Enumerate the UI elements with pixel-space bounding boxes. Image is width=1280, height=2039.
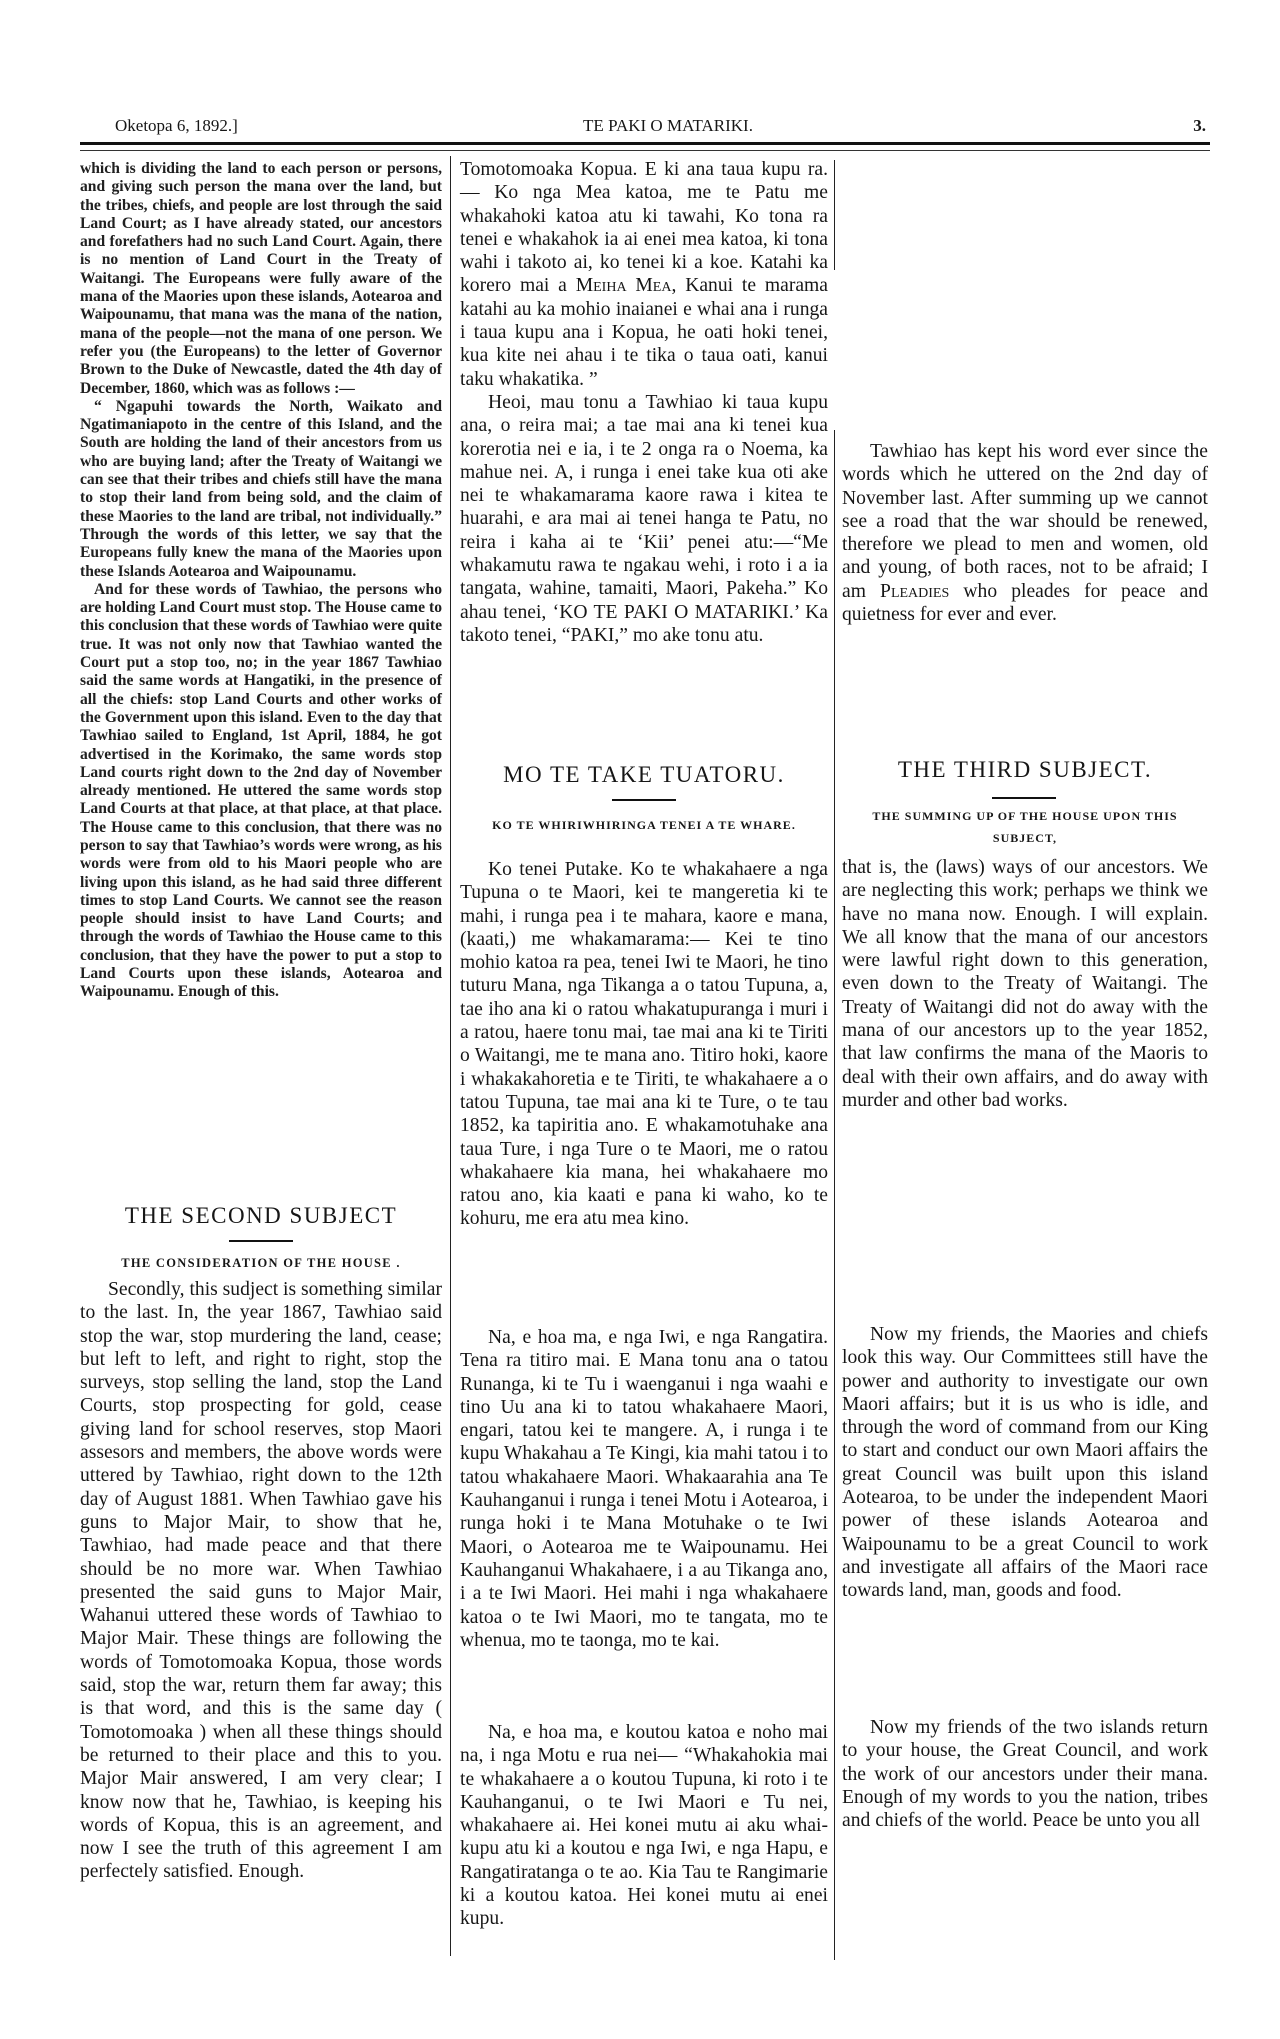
paragraph: Now my friends of the two islands return to your house, the Great Council, and work the work of our ancestors under their mana. Enough of my words to you the nation, tribes and chiefs of the world. Peace be unto you all (842, 1717, 1208, 1832)
third-subject-english-article (842, 856, 1208, 1112)
section-subheading: THE CONSIDERATION OF THE HOUSE . (121, 1256, 401, 1270)
section-subheading: KO TE WHIRIWHIRINGA TENEI A TE WHARE. (492, 818, 796, 832)
header-rule (80, 142, 1210, 145)
paragraph (842, 440, 1208, 626)
person-name: Pleadies (880, 580, 950, 602)
paragraph: And for these words of Tawhiao, the persons who are holding Land Court must stop. The House came to this conclusion that these words of Tawhiao were quite true. It was not only now that Tawhiao wanted the Court put a stop too, no; in the year 1867 Tawhiao said the same words at Hangatiki, in the presence of all the chiefs: stop Land Courts and other works of the Government upon this island. Even to the day that Tawhiao sailed to England, 1st April, 1884, he got advertised in the Korimako, the same words stop Land courts right down to the 2nd day of November already mentioned. He uttered the same words stop Land Courts at that place, at that place, at that place. The House came to this conclusion, that there was no person to say that Tawhiao’s words were wrong, as his words were from old to his Maori people who are living upon this island, as he had said three different times to stop Land Courts. We cannot see the reason people should insist to have Land Courts; and through the words of Tawhiao the House came to this conclusion, that they have the power to put a stop to Land Courts upon these islands, Aotearoa and Waipounamu. Enough of this. (80, 580, 442, 1001)
paragraph (460, 158, 828, 391)
maori-article-continued (460, 1326, 828, 1652)
paragraph: Secondly, this sudject is something similar to the last. In, the year 1867, Tawhiao said stop the war, stop murdering the land, cease; but left to left, and right to right, stop the surveys, stop selling the land, stop the Land Courts, stop prospecting for gold, cease giving land for school reserves, stop Maori assesors and members, the above words were uttered by Tawhiao, right down to the 12th day of August 1881. When Tawhiao gave his guns to Major Mair, to show that he, Tawhiao, had made peace and that there should be no more war. When Tawhiao presented the said guns to Major Mair, Wahanui uttered these words of Tawhiao to Major Mair. These things are following the words of Tomotomoaka Kopua, those words said, stop the war, return them far away; this is that word, and this is the same day ( Tomotomoaka ) when all these things should be returned to their place and this to you. Major Mair answered, I am very clear; I know now that he, Tawhiao, is keeping his words of Kopua, this is an agreement, and now I see the truth of this agreement I am perfectely satisfied. Enough. (80, 1279, 442, 1883)
column-divider (834, 430, 835, 1960)
person-name: Meiha Mea (575, 275, 672, 297)
english-article-closing (842, 1716, 1208, 1832)
left-column-top-article (80, 160, 442, 1002)
paragraph: Na, e hoa ma, e koutou katoa e noho mai na, i nga Motu e rua nei— “Whakahokia mai te whakahaere a o koutou Tupuna, ki roto i te Kauhanganui, o te Iwi Maori e Tu nei, whakahaere ai. Hei konei mutu ai aku whai-kupu atu ki a koutou e nga Iwi, e nga Hapu, e Rangatiratanga o te ao. Kia Tau te Rangimarie ki a koutou katoa. Hei konei mutu ai enei kupu. (460, 1722, 828, 1930)
header-rule-thin (80, 150, 1210, 151)
column-divider (834, 160, 835, 270)
text: , Kanui te marama katahi au ka mohio inaianei e whai ana i runga i taua kupu ana i Kopua, he oati hoki tenei, kua kite nei ahau i te tika o taua oati, kanui taku whakatika. ” (460, 275, 828, 390)
right-column-top-article (842, 440, 1208, 626)
second-subject-article (80, 1278, 442, 1884)
paragraph: Heoi, mau tonu a Tawhiao ki taua kupu ana, o reira mai; a tae mai ana ki tenei kua korerotia nei e ia, i te 2 onga ra o Noema, ka mahue nei. A, i runga i enei take kua oti ake nei te whakamarama kaore rawa i kitea te huarahi, e ara mai ai tenei hanga te Patu, no reira i kaha ai te ‘Kii’ penei atu:—“Me whakamutu rawa te ngakau wehi, i roto i a ia tangata, wahine, tamaiti, Maori, Pakeha.” Ko ahau tenei, ‘KO TE PAKI O MATARIKI.’ Ka takoto tenei, “PAKI,” mo ake tonu atu. (460, 391, 828, 646)
middle-column-top-article (460, 158, 828, 647)
page-number: 3. (1193, 116, 1206, 135)
heading-rule (992, 797, 1056, 799)
paragraph: that is, the (laws) ways of our ancestors. We are neglecting this work; perhaps we think we have no mana now. Enough. I will explain. We all know that the mana of our ancestors were lawful right down to this generation, even down to the Treaty of Waitangi. The Treaty of Waitangi did not do away with the mana of our ancestors up to the year 1852, that law confirms the mana of the Maoris to deal with their own affairs, and do away with murder and other bad works. (842, 857, 1208, 1111)
english-article-continued (842, 1323, 1208, 1603)
column-divider (450, 156, 451, 1956)
maori-article-closing (460, 1721, 828, 1931)
section-subheading: THE SUMMING UP OF THE HOUSE UPON THIS SUBJECT, (872, 809, 1178, 845)
text: Tomotomoaka Kopua. E ki ana taua kupu ra.— Ko nga Mea katoa, me te Patu me whakahoki katoa atu ki tawahi, Ko tona ra tenei e whakahok ia ai enei mea katoa, ki tona wahi i takoto ai, ko tenei ki a koe. Katahi ka korero mai a (460, 159, 828, 297)
paragraph: “ Ngapuhi towards the North, Waikato and Ngatimaniapoto in the centre of this Island, and the South are holding the land of their ancestors from us who are buying land; after the Treaty of Waitangi we can see that their tribes and chiefs still have the mana to stop their land from being sold, and the claim of these Maories to the land are tribal, not individually.” Through the words of this letter, we say that the Europeans fully knew the mana of the Maories upon these Islands Aotearoa and Waipounamu. (80, 397, 442, 580)
paragraph: Ko tenei Putake. Ko te whakahaere a nga Tupuna o te Maori, kei te mangeretia ki te mahi, i runga pea i te mahara, kaore e mana, (kaati,) me whakamarama:— Kei te tino mohio katoa ra pea, tenei Iwi te Maori, he tino tuturu Mana, nga Tikanga a o tatou Tupuna, a, tae iho ana ki o ratou whakatupuranga i muri i a ratou, haere tonu mai, tae mai ana ki te Tiriti o Waitangi, me te mana ano. Titiro hoki, kaore i whakakahoretia e te Tiriti, te whakahaere a o tatou Tupuna, tae mai ana ki te Ture, o te tau 1852, ka tapiritia ano. E whakamotuhake ana taua Ture, i nga Ture o te Maori, me o ratou whakahaere kia mana, hei whakahaere mo ratou ano, kia kaati e pana ki waho, ko te kohuru, me era atu mea kino. (460, 859, 828, 1230)
newspaper-title: TE PAKI O MATARIKI. (583, 116, 753, 135)
text: who pleades for peace and quietness for ever and ever. (842, 580, 1208, 626)
heading-rule (612, 799, 676, 801)
section-heading: MO TE TAKE TUATORU. (503, 762, 785, 787)
paragraph: Na, e hoa ma, e nga Iwi, e nga Rangatira. Tena ra titiro mai. E Mana tonu ana o tatou Runanga, ki te Tu i waenganui i nga waahi e tino Uu ana ki to tatou whakahaere Maori, engari, tatou kei te mangere. A, i runga i te kupu Whakahau a Te Kingi, kia mahi tatou i to tatou whakahaere Maori. Whakaarahia ana Te Kauhanganui i runga i tenei Motu i Aotearoa, i runga hoki i te Mana Motuhake o te Iwi Maori, o Aotearoa me te Waipounamu. Hei Kauhanganui Whakahaere, i a au Tikanga ano, i a te Iwi Maori. Hei mahi i nga whakahaere katoa o te Iwi Maori, mo te tangata, mo te whenua, mo te taonga, mo te kai. (460, 1327, 828, 1651)
paragraph: Now my friends, the Maories and chiefs look this way. Our Committees still have the power and authority to investigate our own Maori affairs; but it is us who is idle, and through the word of command from our King to start and conduct our own Maori affairs the great Council was built upon this island Aotearoa, to be under the independent Maori power of these islands Aotearoa and Waipounamu to be a great Council to work and investigate all affairs of the Maori race towards land, man, goods and food. (842, 1324, 1208, 1602)
paragraph: which is dividing the land to each person or persons, and giving such person the mana over the land, but the tribes, chiefs, and people are lost through the said Land Court; as I have already stated, our ancestors and forefathers had no such Land Court. Again, there is no mention of Land Court in the Treaty of Waitangi. The Europeans were fully aware of the mana of the Maories upon these islands, Aotearoa and Waipounamu, that mana was the mana of the nation, mana of the people—not the mana of one person. We refer you (the Europeans) to the letter of Governor Brown to the Duke of Newcastle, dated the 4th day of December, 1860, which was as follows :— (80, 160, 442, 397)
section-heading: THE SECOND SUBJECT (124, 1203, 398, 1228)
text: Tawhiao has kept his word ever since the words which he uttered on the 2nd day of November last. After summing up we cannot see a road that the war should be renewed, therefore we plead to men and women, old and young, of both races, not to be afraid; I am (842, 441, 1208, 602)
issue-date: Oketopa 6, 1892.] (115, 116, 238, 135)
third-subject-maori-article (460, 858, 828, 1231)
section-heading: THE THIRD SUBJECT. (897, 757, 1153, 782)
heading-rule (229, 1240, 293, 1242)
